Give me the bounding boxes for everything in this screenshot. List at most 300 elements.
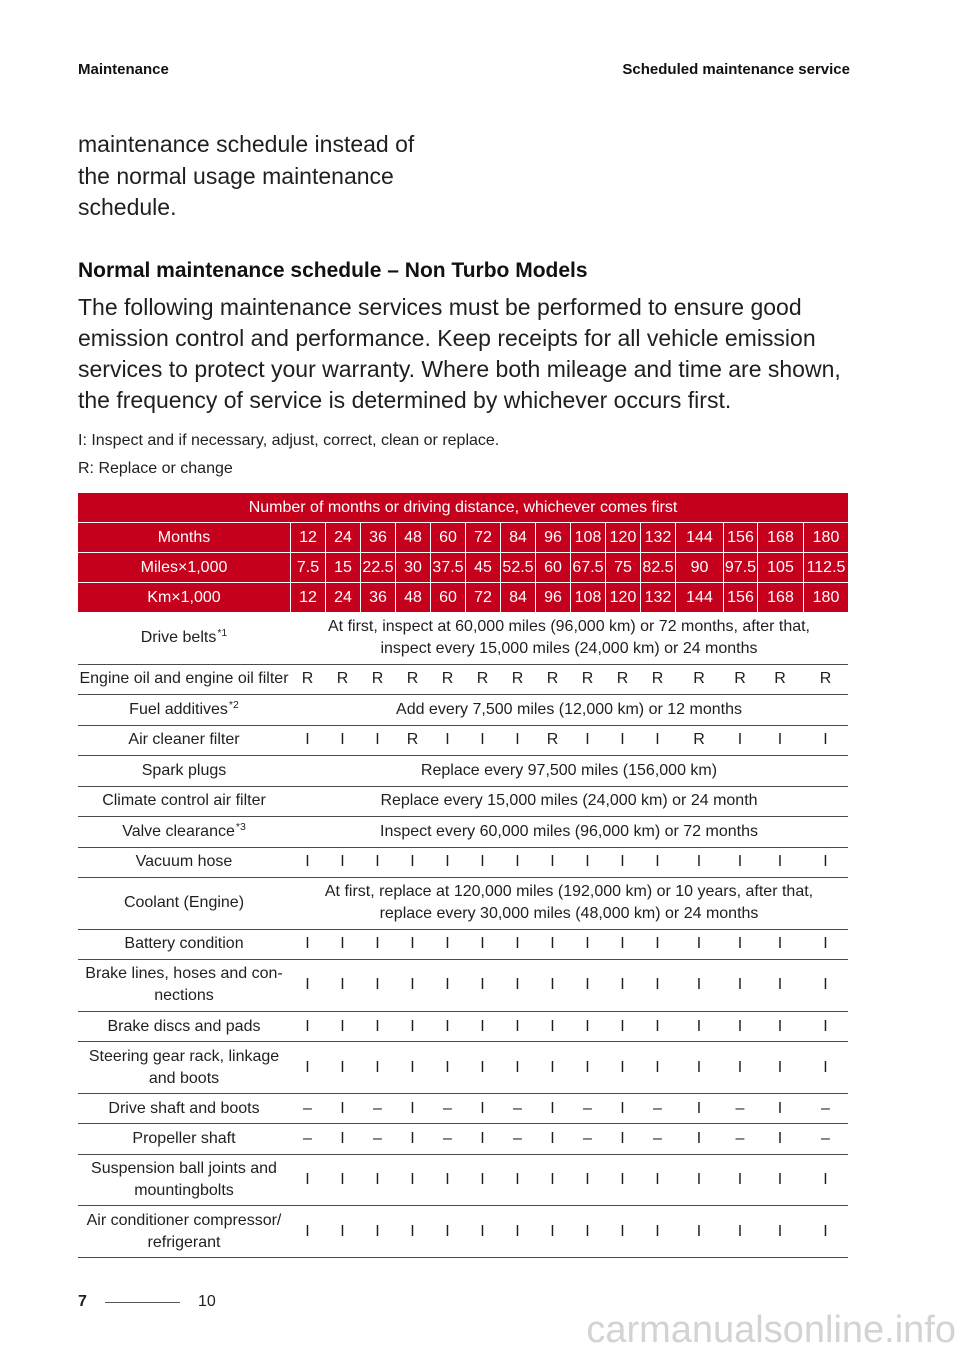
service-code: R (511, 670, 524, 688)
service-code: I (823, 976, 828, 994)
service-code: I (777, 1099, 783, 1117)
service-code: I (777, 853, 783, 871)
service-code: I (305, 935, 310, 953)
schedule-row-air-cleaner-filter (78, 726, 848, 757)
service-code: – (303, 1099, 312, 1117)
interval-value: 82.5 (640, 553, 675, 582)
service-instruction (290, 695, 848, 725)
item-label-line (108, 1098, 259, 1120)
service-instruction-line: Add every 7,500 miles (12,000 km) or 12 months (396, 700, 742, 718)
service-instruction-line: Replace every 97,500 miles (156,000 km) (420, 761, 718, 779)
service-code: R (476, 670, 489, 688)
service-code: I (585, 853, 590, 871)
item-label-line (132, 1128, 235, 1150)
service-code: I (823, 1058, 828, 1076)
page-header (78, 61, 850, 79)
footnote-marker: *3 (235, 820, 246, 833)
interval-label: Months (157, 528, 211, 546)
service-code: – (653, 1130, 662, 1148)
interval-value: 22.5 (360, 553, 395, 582)
service-code: I (777, 1222, 783, 1240)
interval-value: 7.5 (290, 553, 325, 582)
service-code: I (737, 976, 743, 994)
interval-value: 84 (500, 523, 535, 552)
service-code: I (655, 1017, 660, 1035)
service-instruction-line: Replace every 15,000 miles (24,000 km) or 24 month (380, 792, 758, 810)
service-code: I (696, 1058, 702, 1076)
service-instruction (290, 878, 848, 929)
service-instruction-line: Inspect every 60,000 miles (96,000 km) or 72 months (380, 822, 758, 840)
interval-value: 156 (723, 523, 757, 552)
footer-rule (105, 1302, 180, 1303)
schedule-row-air-conditioner-compressor-refrigerant (78, 1206, 848, 1258)
item-label-text: Steering gear rack, linkage (88, 1047, 280, 1065)
interval-value: 72 (465, 583, 500, 612)
interval-value: 168 (757, 523, 803, 552)
service-code: I (550, 1171, 555, 1189)
item-label-text: Propeller shaft (132, 1130, 236, 1148)
interval-value: 168 (757, 583, 803, 612)
service-code: I (340, 1130, 345, 1148)
item-label (78, 1012, 290, 1042)
service-instruction (290, 756, 848, 786)
service-code: I (305, 731, 310, 749)
intro-line: schedule. (78, 194, 177, 220)
service-code: I (410, 1222, 415, 1240)
chapter-number: 7 (78, 1293, 87, 1310)
service-code: I (550, 1017, 555, 1035)
service-code: – (735, 1130, 745, 1148)
service-code: I (823, 935, 828, 953)
schedule-row-fuel-additives (78, 695, 848, 726)
service-code: I (480, 1099, 485, 1117)
service-code: I (375, 976, 380, 994)
schedule-row-engine-oil-and-engine-oil-filter (78, 665, 848, 696)
description-line: emission control and performance. Keep receipts for all vehicle emission (78, 325, 816, 351)
interval-value: 12 (290, 583, 325, 612)
service-code: I (655, 853, 660, 871)
schedule-row-drive-belts (78, 613, 848, 665)
item-label (78, 1155, 290, 1206)
service-instruction (290, 613, 848, 664)
service-code: I (823, 731, 828, 749)
service-code: I (550, 853, 555, 871)
interval-value: 48 (395, 583, 430, 612)
interval-value: 60 (430, 583, 465, 612)
service-code: I (410, 1017, 415, 1035)
item-label-text: Battery condition (124, 935, 244, 953)
interval-value: 67.5 (570, 553, 605, 582)
service-instruction-line: inspect every 15,000 miles (24,000 km) or 24 months (380, 640, 758, 658)
service-code: I (550, 976, 555, 994)
service-code: I (620, 935, 625, 953)
interval-value: 37.5 (430, 553, 465, 582)
schedule-row-valve-clearance (78, 817, 848, 848)
interval-value: 30 (395, 553, 430, 582)
service-code: – (583, 1099, 592, 1117)
item-label-line (129, 699, 239, 721)
service-code: I (620, 853, 625, 871)
service-code: I (823, 1171, 828, 1189)
intro-line: maintenance schedule instead of (78, 131, 415, 157)
item-label-line (148, 1232, 221, 1254)
service-code: I (480, 1171, 485, 1189)
service-code: I (375, 1171, 380, 1189)
item-label-text: Brake lines, hoses and con- (85, 965, 283, 983)
interval-value: 72 (465, 523, 500, 552)
service-code: I (655, 976, 660, 994)
interval-value: 12 (290, 523, 325, 552)
service-code: I (480, 1058, 485, 1076)
service-code: I (655, 1222, 660, 1240)
service-code: I (550, 1099, 555, 1117)
item-label (78, 1042, 290, 1093)
item-label-text: Valve clearance (122, 822, 235, 840)
service-instruction-line: At first, inspect at 60,000 miles (96,000 km) or 72 months, after that, (328, 618, 810, 636)
item-label-text: Spark plugs (141, 761, 227, 779)
item-label-text: mountingbolts (134, 1182, 234, 1200)
item-label-line (122, 821, 246, 843)
schedule-row-spark-plugs (78, 756, 848, 787)
service-code: I (445, 1017, 450, 1035)
service-code: I (515, 731, 520, 749)
service-code: I (340, 976, 345, 994)
interval-row-km-1-000 (78, 583, 848, 613)
service-code: I (620, 1171, 625, 1189)
item-label (78, 787, 290, 817)
service-code: I (620, 1222, 625, 1240)
section-title: Normal maintenance schedule – Non Turbo Models (78, 259, 588, 282)
service-code: I (737, 1058, 743, 1076)
service-code: I (737, 1222, 743, 1240)
service-code: I (445, 976, 450, 994)
interval-value: 144 (675, 583, 723, 612)
item-label-line (87, 1210, 282, 1232)
service-code: I (480, 731, 485, 749)
service-instruction-line: replace every 30,000 miles (48,000 km) or 24 months (379, 905, 759, 923)
service-code: I (620, 1017, 625, 1035)
interval-value: 112.5 (803, 553, 848, 582)
service-code: I (696, 853, 702, 871)
watermark: carmanualsonline.info (586, 1309, 956, 1351)
legend-inspect: I: Inspect and if necessary, adjust, correct, clean or replace. (78, 432, 500, 449)
service-code: I (777, 1017, 783, 1035)
service-code: I (445, 1171, 450, 1189)
service-code: R (406, 731, 419, 749)
interval-value: 90 (675, 553, 723, 582)
service-code: I (823, 853, 828, 871)
interval-value: 97.5 (723, 553, 757, 582)
service-code: I (696, 1017, 702, 1035)
service-code: R (546, 670, 559, 688)
service-code: I (480, 1222, 485, 1240)
schedule-row-battery-condition (78, 930, 848, 961)
service-code: I (445, 935, 450, 953)
schedule-row-climate-control-air-filter (78, 787, 848, 818)
interval-value: 120 (605, 583, 640, 612)
service-code: I (445, 853, 450, 871)
item-label-text: and boots (148, 1069, 220, 1087)
service-code: I (305, 976, 310, 994)
service-code: I (480, 1017, 485, 1035)
item-label-text: Drive shaft and boots (108, 1099, 260, 1117)
service-code: R (301, 670, 314, 688)
schedule-caption-row (78, 493, 848, 523)
service-code: I (410, 1099, 415, 1117)
interval-value: 36 (360, 523, 395, 552)
service-code: I (737, 935, 743, 953)
interval-label: Miles×1,000 (140, 558, 228, 576)
service-code: I (445, 731, 450, 749)
service-code: I (585, 976, 590, 994)
service-code: I (620, 1130, 625, 1148)
item-label-line (79, 668, 288, 690)
page-footer (78, 1293, 278, 1311)
item-label-line (134, 1180, 234, 1202)
item-label (78, 960, 290, 1011)
service-code: I (340, 1171, 345, 1189)
service-code: I (340, 853, 345, 871)
schedule-row-brake-discs-and-pads (78, 1012, 848, 1043)
interval-value: 24 (325, 583, 360, 612)
interval-value: 120 (605, 523, 640, 552)
service-code: R (336, 670, 349, 688)
item-label-line (141, 627, 228, 649)
service-code: I (655, 1058, 660, 1076)
interval-value: 60 (535, 553, 570, 582)
maintenance-schedule-table (78, 493, 848, 1258)
interval-value: 105 (757, 553, 803, 582)
service-code: I (445, 1058, 450, 1076)
item-label-text: Climate control air filter (102, 792, 266, 810)
service-code: I (515, 1017, 520, 1035)
service-code: – (443, 1130, 452, 1148)
interval-value: 36 (360, 583, 395, 612)
service-code: I (480, 935, 485, 953)
service-code: R (693, 670, 705, 688)
service-code: I (340, 1058, 345, 1076)
item-label-text: Air cleaner filter (128, 731, 240, 749)
service-code: I (410, 1130, 415, 1148)
service-code: R (581, 670, 594, 688)
interval-value: 75 (605, 553, 640, 582)
service-code: R (734, 670, 746, 688)
service-code: I (340, 1099, 345, 1117)
service-code: – (373, 1099, 382, 1117)
service-code: – (513, 1099, 522, 1117)
item-label (78, 726, 290, 756)
item-label-line (124, 892, 244, 914)
service-code: R (406, 670, 419, 688)
description-line: services to protect your warranty. Where both mileage and time are shown, (78, 356, 841, 382)
service-code: R (651, 670, 664, 688)
service-code: I (777, 731, 783, 749)
service-code: I (375, 935, 380, 953)
item-label-line (136, 851, 233, 873)
description-paragraph (78, 292, 841, 416)
service-instruction-line: At first, replace at 120,000 miles (192,000 km) or 10 years, after that, (324, 883, 814, 901)
item-label (78, 695, 290, 725)
service-code: I (445, 1222, 450, 1240)
interval-row-months (78, 523, 848, 553)
service-code: I (777, 976, 783, 994)
page-number: 10 (198, 1293, 216, 1310)
schedule-row-suspension-ball-joints-and-mountingbolts (78, 1155, 848, 1207)
service-code: I (375, 1058, 380, 1076)
service-code: R (774, 670, 786, 688)
service-code: I (696, 1130, 702, 1148)
service-code: R (616, 670, 629, 688)
service-code: I (777, 1058, 783, 1076)
interval-value: 132 (640, 523, 675, 552)
service-code: I (410, 853, 415, 871)
schedule-row-drive-shaft-and-boots (78, 1094, 848, 1125)
service-code: – (735, 1099, 745, 1117)
service-code: I (737, 731, 743, 749)
item-label (78, 1124, 290, 1154)
item-label (78, 930, 290, 960)
service-code: I (620, 1099, 625, 1117)
service-code: I (340, 1017, 345, 1035)
interval-value: 96 (535, 583, 570, 612)
service-code: I (620, 1058, 625, 1076)
schedule-caption: Number of months or driving distance, whichever comes first (248, 498, 678, 516)
schedule-row-steering-gear-rack-linkage-and-boots (78, 1042, 848, 1094)
intro-text (78, 129, 414, 224)
service-code: I (655, 731, 660, 749)
interval-label: Km×1,000 (147, 588, 221, 606)
service-code: I (655, 935, 660, 953)
service-code: – (303, 1130, 312, 1148)
service-code: I (655, 1171, 660, 1189)
service-instruction (290, 787, 848, 817)
chapter-title: Scheduled maintenance service (622, 61, 850, 78)
item-label (78, 1206, 290, 1257)
service-code: I (696, 935, 702, 953)
item-label-text: nections (154, 987, 214, 1005)
item-label-line (91, 1158, 277, 1180)
service-code: I (340, 1222, 345, 1240)
service-code: – (821, 1099, 830, 1117)
interval-value: 144 (675, 523, 723, 552)
item-label-text: Engine oil and engine oil filter (79, 670, 289, 688)
service-code: I (823, 1017, 828, 1035)
service-code: I (620, 731, 625, 749)
interval-value: 180 (803, 523, 848, 552)
item-label-text: Fuel additives (129, 700, 228, 718)
item-label-text: Coolant (Engine) (123, 894, 245, 912)
item-label-line (149, 1068, 219, 1090)
service-code: I (585, 935, 590, 953)
item-label (78, 1094, 290, 1124)
service-code: I (340, 935, 345, 953)
item-label-line (142, 760, 227, 782)
service-code: I (375, 1017, 380, 1035)
service-code: I (737, 1171, 743, 1189)
legend (78, 427, 499, 483)
description-line: the frequency of service is determined by whichever occurs first. (78, 387, 732, 413)
interval-value: 108 (570, 583, 605, 612)
interval-value: 156 (723, 583, 757, 612)
interval-value: 24 (325, 523, 360, 552)
item-label-line (85, 963, 282, 985)
item-label-text: refrigerant (147, 1233, 221, 1251)
service-code: R (693, 731, 705, 749)
description-line: The following maintenance services must be performed to ensure good (78, 294, 802, 320)
interval-value: 84 (500, 583, 535, 612)
service-instruction (290, 817, 848, 847)
item-label-text: Brake discs and pads (107, 1017, 261, 1035)
service-code: I (305, 1171, 310, 1189)
interval-value: 48 (395, 523, 430, 552)
service-code: I (515, 935, 520, 953)
item-label (78, 756, 290, 786)
schedule-row-brake-lines-hoses-and-con-nections (78, 960, 848, 1012)
service-code: I (550, 1222, 555, 1240)
service-code: – (583, 1130, 592, 1148)
service-code: I (515, 1058, 520, 1076)
service-code: I (696, 1222, 702, 1240)
item-label-text: Drive belts (140, 629, 217, 647)
item-label-line (108, 1016, 261, 1038)
service-code: – (513, 1130, 522, 1148)
interval-value: 60 (430, 523, 465, 552)
schedule-row-coolant-engine (78, 878, 848, 930)
service-code: I (375, 853, 380, 871)
service-code: I (410, 935, 415, 953)
item-label-line (89, 1046, 279, 1068)
item-label-text: Vacuum hose (135, 853, 233, 871)
schedule-row-propeller-shaft (78, 1124, 848, 1155)
service-code: I (777, 935, 783, 953)
service-code: I (375, 731, 380, 749)
interval-value: 52.5 (500, 553, 535, 582)
service-code: I (410, 1058, 415, 1076)
service-code: I (585, 1017, 590, 1035)
item-label-line (154, 985, 214, 1007)
footnote-marker: *1 (217, 626, 228, 639)
service-code: R (441, 670, 454, 688)
service-code: I (777, 1171, 783, 1189)
item-label (78, 848, 290, 878)
service-code: I (515, 853, 520, 871)
service-code: – (373, 1130, 382, 1148)
service-code: I (480, 1130, 485, 1148)
interval-value: 15 (325, 553, 360, 582)
legend-replace: R: Replace or change (78, 460, 233, 477)
service-code: I (340, 731, 345, 749)
service-code: I (375, 1222, 380, 1240)
service-code: I (515, 976, 520, 994)
service-code: I (737, 853, 743, 871)
interval-row-miles-1-000 (78, 553, 848, 583)
service-code: I (305, 1017, 310, 1035)
service-code: I (696, 1099, 702, 1117)
service-code: I (550, 1058, 555, 1076)
interval-value: 180 (803, 583, 848, 612)
service-code: I (585, 1171, 590, 1189)
item-label (78, 613, 290, 664)
schedule-row-vacuum-hose (78, 848, 848, 879)
service-code: I (305, 1058, 310, 1076)
service-code: R (546, 731, 559, 749)
item-label-line (102, 790, 266, 812)
service-code: I (585, 1222, 590, 1240)
item-label-line (128, 729, 239, 751)
service-code: I (696, 976, 702, 994)
service-code: I (480, 976, 485, 994)
item-label-text: Air conditioner compressor/ (86, 1211, 282, 1229)
